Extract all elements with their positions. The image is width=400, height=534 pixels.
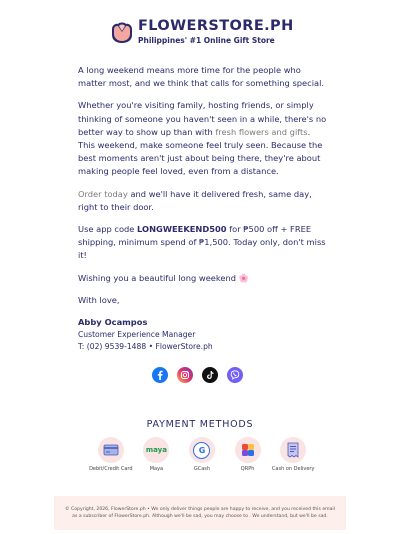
paragraph-order-text: and we'll have it delivered fresh, same day, right to their door. [78, 188, 312, 212]
cherry-blossom-icon: 🌸 [238, 272, 250, 283]
cod-icon [280, 437, 306, 463]
payment-method-label: QRPh [240, 466, 255, 472]
paragraph-intro: A long weekend means more time for the people who matter most, and we think that calls for something special. [78, 65, 325, 89]
order-today-link[interactable]: Order today [78, 188, 128, 199]
paragraph-story-text-b: . This weekend, make someone feel truly seen. Because the best moments aren't just about being there, they're about making people feel loved, even from a distance. [78, 126, 323, 177]
payment-method-label: Maya [149, 466, 164, 472]
payment-method-gcash [179, 437, 225, 472]
facebook-icon[interactable] [152, 367, 168, 383]
brand-name: FLOWERSTORE.PH [138, 18, 294, 34]
maya-icon [143, 437, 169, 463]
instagram-icon[interactable] [177, 367, 193, 383]
payment-method-label: Cash on Delivery [271, 466, 315, 472]
brand-header[interactable] [110, 18, 310, 48]
email-footer [54, 496, 346, 530]
email-body [78, 64, 328, 353]
payment-method-label: Debit/Credit Card [89, 466, 133, 472]
gcash-icon [189, 437, 215, 463]
promo-text-a: Use app code [78, 224, 138, 235]
payment-method-maya [134, 437, 180, 472]
paragraph-order [78, 188, 328, 214]
maya-logo-text: maya [145, 446, 167, 454]
signature-contact: T: (02) 9539-1488 • FlowerStore.ph [78, 342, 213, 352]
fresh-flowers-link[interactable]: fresh flowers and gifts [215, 126, 308, 137]
promo-text-b: for ₱500 off + FREE shipping, minimum spend of ₱1,500. Today only, don't miss it! [78, 224, 326, 261]
brand-tagline: Philippines' #1 Online Gift Store [138, 36, 275, 45]
tiktok-icon[interactable] [202, 367, 218, 383]
qrph-icon [235, 437, 261, 463]
payment-methods-title: PAYMENT METHODS [146, 419, 254, 430]
flower-logo-icon [110, 20, 134, 44]
footer-text: © Copyright, 2026, FlowerStore.ph • We only deliver things people are happy to receive, and you received this email as a subscriber of FlowerStore.ph. Although we'll be sad, you may choose to . We understand, but we'll be sad. [64, 507, 335, 519]
payment-method-cod [270, 437, 316, 472]
paragraph-closing: With love, [78, 294, 120, 305]
viber-icon[interactable] [227, 367, 243, 383]
payment-methods-list [88, 437, 316, 472]
paragraph-story-text-a: Whether you're visiting family, hosting friends, or simply thinking of someone you haven't seen in a while, there's no better way to show up than with [78, 100, 327, 137]
signature-title: Customer Experience Manager [78, 330, 196, 340]
payment-method-card [88, 437, 134, 472]
paragraph-story [78, 99, 328, 178]
paragraph-wish [78, 272, 328, 285]
paragraph-promo [78, 223, 328, 263]
payment-method-label: GCash [193, 466, 211, 472]
promo-code: LONGWEEKEND500 [137, 224, 227, 235]
payment-method-qrph [225, 437, 271, 472]
wish-text: Wishing you a beautiful long weekend [78, 272, 237, 283]
card-icon [98, 437, 124, 463]
signature-name: Abby Ocampos [78, 317, 148, 328]
social-links [152, 367, 243, 385]
gcash-logo-text: G [198, 445, 206, 455]
